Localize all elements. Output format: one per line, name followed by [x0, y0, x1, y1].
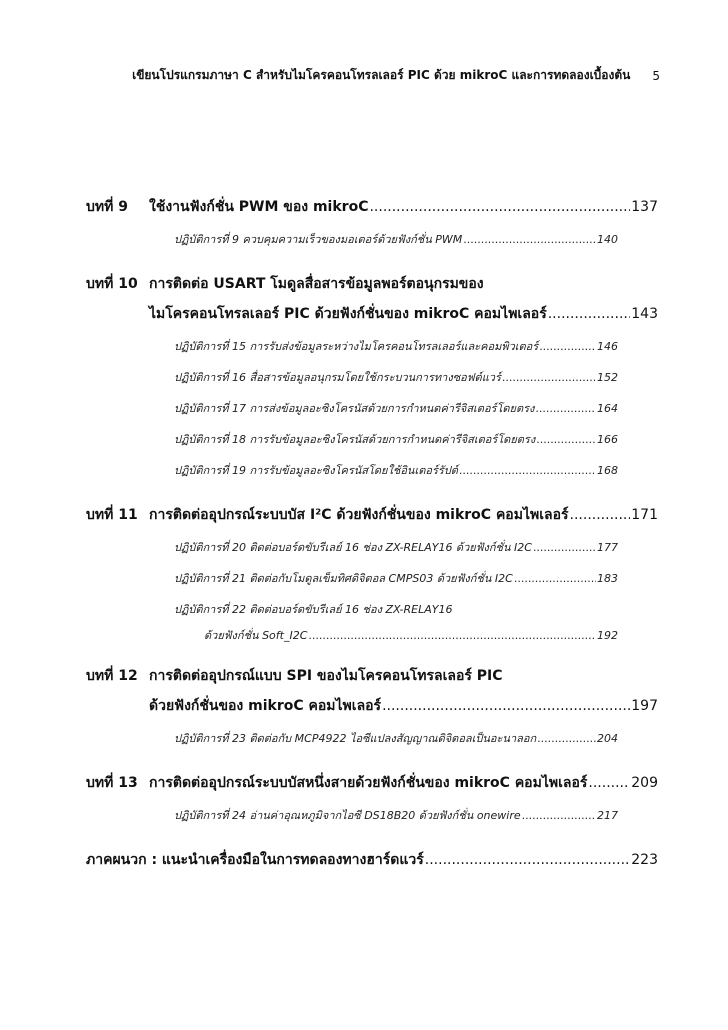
chapter-heading-continued[interactable] [86, 695, 658, 717]
chapter-title: การติดต่ออุปกรณ์ระบบบัส I²C ด้วยฟังก์ชั่นของ mikroC คอมไพเลอร์ [149, 507, 569, 523]
chapter-page: 171 [631, 507, 658, 523]
lab-title: ด้วยฟังก์ชั่น Soft_I2C [204, 629, 308, 642]
chapter-title-line1: การติดต่อ USART โมดูลสื่อสารข้อมูลพอร์ตอนุกรมของ [149, 276, 484, 292]
chapter-label: บทที่ 12 [86, 668, 138, 684]
chapter-9 [86, 196, 658, 255]
lab-page: 164 [597, 402, 618, 415]
leader-dots [502, 362, 596, 393]
lab-entry[interactable] [86, 532, 618, 563]
lab-list [86, 331, 658, 486]
chapter-10 [86, 273, 658, 486]
leader-dots [537, 723, 596, 754]
lab-entry[interactable] [86, 563, 618, 594]
lab-title: ปฏิบัติการที่ 16 สื่อสารข้อมูลอนุกรมโดยใช้กระบวนการทางซอฟต์แวร์ [174, 371, 501, 384]
lab-list [86, 800, 658, 831]
lab-title: ปฏิบัติการที่ 24 อ่านค่าอุณหภูมิจากไอซี DS18B20 ด้วยฟังก์ชั่น onewire [174, 809, 521, 822]
lab-page: 166 [597, 433, 618, 446]
lab-page: 204 [597, 732, 618, 745]
chapter-label: บทที่ 11 [86, 507, 138, 523]
lab-page: 152 [597, 371, 618, 384]
lab-entry[interactable] [86, 625, 618, 647]
lab-entry[interactable] [86, 800, 618, 831]
chapter-title: การติดต่ออุปกรณ์ระบบบัสหนึ่งสายด้วยฟังก์ชั่นของ mikroC คอมไพเลอร์ [149, 775, 588, 791]
chapter-title: ไมโครคอนโทรลเลอร์ PIC ด้วยฟังก์ชั่นของ mikroC คอมไพเลอร์ [149, 306, 547, 322]
lab-page: 192 [597, 629, 618, 642]
header-page-number: 5 [652, 68, 660, 83]
header-title: เขียนโปรแกรมภาษา C สำหรับไมโครคอนโทรลเลอร์ PIC ด้วย mikroC และการทดลองเบื้องต้น [132, 68, 631, 82]
leader-dots [514, 563, 596, 594]
appendix-title: ภาคผนวก : แนะนำเครื่องมือในการทดลองทางฮาร์ดแวร์ [86, 852, 424, 868]
lab-entry[interactable] [86, 424, 618, 455]
chapter-title: ด้วยฟังก์ชั่นของ mikroC คอมไพเลอร์ [149, 698, 382, 714]
leader-dots [536, 424, 596, 455]
lab-entry[interactable] [86, 331, 618, 362]
lab-entry[interactable] [86, 362, 618, 393]
lab-title: ปฏิบัติการที่ 17 การส่งข้อมูลอะซิงโครนัสด้วยการกำหนดค่ารีจิสเตอร์โดยตรง [174, 402, 535, 415]
leader-dots [548, 306, 631, 322]
table-of-contents [86, 196, 658, 871]
lab-entry-line1[interactable] [86, 594, 618, 625]
lab-title: ปฏิบัติการที่ 15 การรับส่งข้อมูลระหว่างไมโครคอนโทรลเลอร์และคอมพิวเตอร์ [174, 340, 539, 353]
chapter-label: บทที่ 13 [86, 775, 138, 791]
leader-dots [533, 532, 596, 563]
chapter-title-line1: การติดต่ออุปกรณ์แบบ SPI ของไมโครคอนโทรลเลอร์ PIC [149, 668, 503, 684]
lab-title: ปฏิบัติการที่ 20 ติดต่อบอร์ดขับรีเลย์ 16 ช่อง ZX-RELAY16 ด้วยฟังก์ชั่น I2C [174, 541, 532, 554]
lab-entry[interactable] [86, 393, 618, 424]
chapter-label: บทที่ 9 [86, 199, 128, 215]
leader-dots [539, 331, 596, 362]
chapter-heading[interactable] [86, 196, 658, 218]
chapter-label: บทที่ 10 [86, 276, 138, 292]
leader-dots [425, 852, 631, 868]
lab-entry[interactable] [86, 224, 618, 255]
chapter-heading[interactable] [86, 504, 658, 526]
leader-dots [308, 625, 596, 647]
chapter-heading-continued[interactable] [86, 303, 658, 325]
chapter-12 [86, 665, 658, 754]
chapter-13 [86, 772, 658, 831]
lab-page: 168 [597, 464, 618, 477]
lab-page: 146 [597, 340, 618, 353]
lab-list [86, 532, 658, 647]
lab-entry[interactable] [86, 455, 618, 486]
lab-title: ปฏิบัติการที่ 23 ติดต่อกับ MCP4922 ไอซีแปลงสัญญาณดิจิตอลเป็นอะนาลอก [174, 732, 537, 745]
lab-list [86, 224, 658, 255]
lab-list [86, 723, 658, 754]
chapter-heading[interactable] [86, 665, 658, 687]
chapter-page: 209 [631, 775, 658, 791]
leader-dots [463, 224, 596, 255]
leader-dots [588, 775, 630, 791]
leader-dots [459, 455, 596, 486]
chapter-page: 143 [631, 306, 658, 322]
lab-page: 177 [597, 541, 618, 554]
lab-entry[interactable] [86, 723, 618, 754]
lab-title: ปฏิบัติการที่ 19 การรับข้อมูลอะซิงโครนัสโดยใช้อินเตอร์รัปต์ [174, 464, 458, 477]
chapter-page: 197 [631, 698, 658, 714]
running-header [132, 66, 660, 85]
appendix-page: 223 [631, 852, 658, 868]
leader-dots [535, 393, 596, 424]
lab-title: ปฏิบัติการที่ 18 การรับข้อมูลอะซิงโครนัสด้วยการกำหนดค่ารีจิสเตอร์โดยตรง [174, 433, 536, 446]
lab-page: 217 [597, 809, 618, 822]
lab-title: ปฏิบัติการที่ 21 ติดต่อกับโมดูลเข็มทิศดิจิตอล CMPS03 ด้วยฟังก์ชั่น I2C [174, 572, 513, 585]
lab-page: 140 [597, 233, 618, 246]
leader-dots [382, 698, 630, 714]
leader-dots [570, 507, 631, 523]
leader-dots [522, 800, 596, 831]
appendix-heading[interactable] [86, 849, 658, 871]
lab-title: ปฏิบัติการที่ 9 ควบคุมความเร็วของมอเตอร์ด้วยฟังก์ชั่น PWM [174, 233, 463, 246]
leader-dots [369, 199, 630, 215]
lab-page: 183 [597, 572, 618, 585]
chapter-11 [86, 504, 658, 647]
chapter-title: ใช้งานฟังก์ชั่น PWM ของ mikroC [149, 199, 369, 215]
lab-title-line1: ปฏิบัติการที่ 22 ติดต่อบอร์ดขับรีเลย์ 16 ช่อง ZX-RELAY16 [174, 603, 453, 616]
chapter-heading[interactable] [86, 772, 658, 794]
chapter-heading[interactable] [86, 273, 658, 295]
chapter-page: 137 [631, 199, 658, 215]
